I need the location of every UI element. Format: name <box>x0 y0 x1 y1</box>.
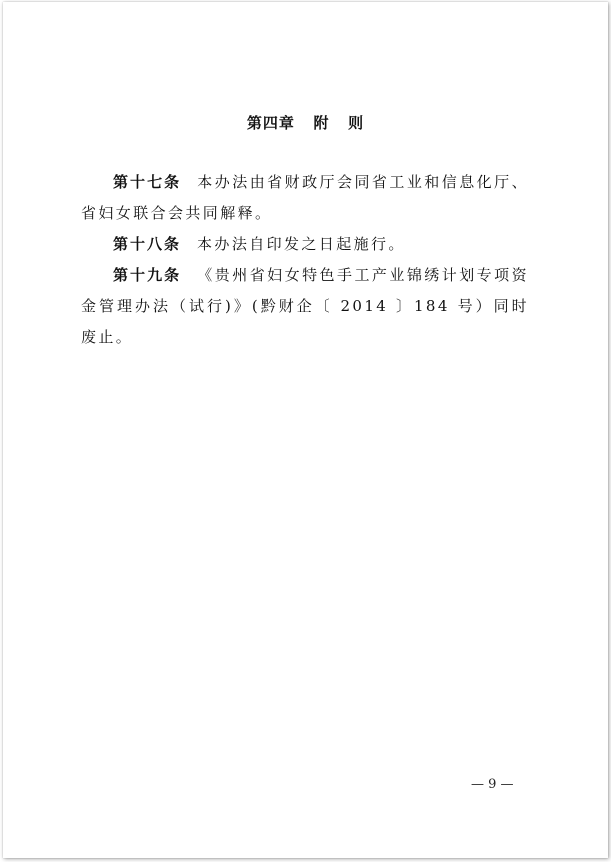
article-text: 《贵州省妇女特色手工产业锦绣计划专项资金管理办法（试行)》(黔财企〔 2014 〕184 号）同时废止。 <box>81 266 529 346</box>
article-17 <box>81 167 529 229</box>
document-page <box>3 2 608 858</box>
article-label: 第十九条 <box>113 266 182 284</box>
article-text: 本办法由省财政厅会同省工业和信息化厅、省妇女联合会共同解释。 <box>81 173 529 222</box>
chapter-title: 第四章 附 则 <box>246 114 365 132</box>
article-text: 本办法自印发之日起施行。 <box>197 235 406 253</box>
article-19 <box>81 260 529 353</box>
page-number: — 9 — <box>471 777 514 792</box>
article-label: 第十八条 <box>113 235 182 253</box>
article-label: 第十七条 <box>113 173 182 191</box>
article-18 <box>81 229 529 260</box>
